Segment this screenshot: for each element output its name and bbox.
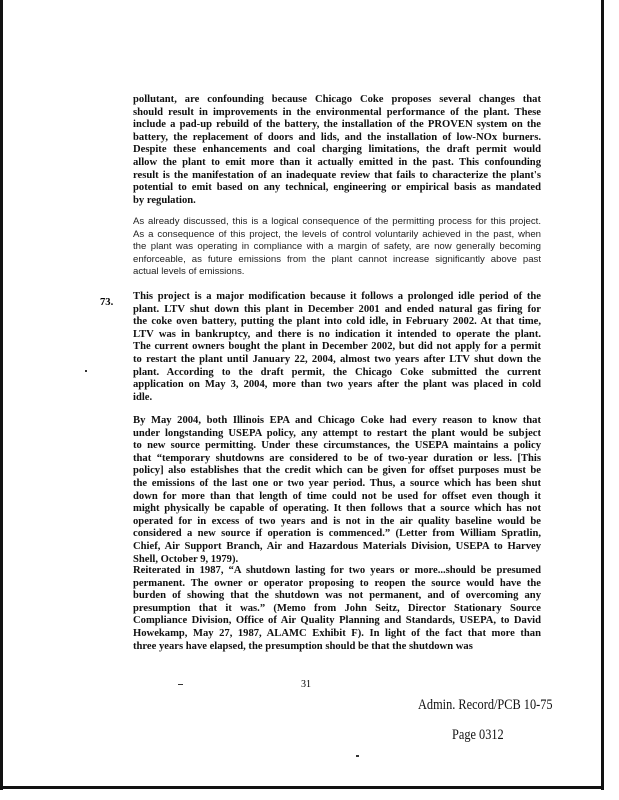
text-line: permanent. The owner or operator proposing to reopen the source would have the (133, 577, 541, 589)
text-line: policy] also establishes that the credit which can be given for offset purposes must be (133, 465, 541, 477)
paragraph (133, 291, 541, 404)
text-line: the plant was operating in compliance with a margin of safety, are now generally becoming (133, 241, 541, 253)
page-stamp: Page 0312 (452, 727, 504, 743)
text-line: the emissions of the last one or two year period. Thus, a source which has been shut (133, 477, 541, 489)
paragraph-number: 73. (100, 297, 114, 308)
text-line: include a pad-up rebuild of the battery, the installation of the PROVEN system on the (133, 119, 541, 131)
text-line: plant. According to the draft permit, the Chicago Coke submitted the current (133, 366, 541, 378)
text-line: Compliance Division, Office of Air Quality Planning and Standards, USEPA, to David (133, 615, 541, 627)
text-line: LTV was in bankruptcy, and there is no indication it intended to operate the plant. (133, 328, 541, 340)
text-line: should result in improvements in the environmental performance of the plant. These (133, 106, 541, 118)
text-line: to new source permitting. Under these circumstances, the USEPA maintains a policy (133, 440, 541, 452)
text-line: three years have elapsed, the presumption should be that the shutdown was (133, 640, 473, 652)
paragraph (133, 216, 541, 279)
text-line: enforceable, as future emissions from the plant cannot increase significantly above past (133, 253, 541, 265)
text-line: Reiterated in 1987, “A shutdown lasting for two years or more...should be presumed (133, 565, 541, 576)
page-number: 31 (301, 679, 311, 690)
scan-border-bottom (0, 786, 604, 789)
text-line: that “temporary shutdowns are considered to be of two-year duration or less. [This (133, 452, 541, 464)
text-line: under longstanding USEPA policy, any attempt to restart the plant would be subject (133, 427, 541, 439)
text-line: battery, the replacement of doors and lids, and the installation of low-NOx burners. (133, 131, 541, 143)
scan-speck (178, 684, 183, 685)
text-line: plant. LTV shut down this plant in December 2001 and ended natural gas firing for (133, 303, 541, 315)
text-line: The current owners bought the plant in December 2002, but did not apply for a permit (133, 341, 541, 353)
text-line: down for more than that length of time could not be used for offset even though it (133, 490, 541, 502)
text-line: by regulation. (133, 194, 196, 206)
text-line: As already discussed, this is a logical consequence of the permitting process for this project. (133, 216, 541, 227)
text-line: the coke oven battery, putting the plant into cold idle, in February 2002. At that time, (133, 316, 541, 328)
paragraph (133, 415, 541, 566)
text-line: operated for in excess of two years and is not in the air quality baseline would be (133, 515, 541, 527)
text-line: pollutant, are confounding because Chicago Coke proposes several changes that (133, 94, 541, 105)
text-line: As a consequence of this project, the levels of control voluntarily achieved in the past, when (133, 228, 541, 240)
scan-speck (85, 370, 87, 372)
paragraph (133, 565, 541, 653)
text-line: presumption that it was.” (Memo from John Seitz, Director Stationary Source (133, 602, 541, 614)
text-line: burden of showing that the shutdown was not permanent, and of overcoming any (133, 590, 541, 602)
text-line: Chief, Air Support Branch, Air and Hazardous Materials Division, USEPA to Harvey (133, 540, 541, 552)
text-line: This project is a major modification because it follows a prolonged idle period of the (133, 291, 541, 302)
text-line: Despite these enhancements and coal charging limitations, the draft permit would (133, 144, 541, 156)
text-line: By May 2004, both Illinois EPA and Chicago Coke had every reason to know that (133, 415, 541, 426)
text-line: idle. (133, 391, 153, 403)
text-line: might physically be capable of operating. It then follows that a source which has not (133, 503, 541, 515)
paragraph (133, 94, 541, 207)
text-line: actual levels of emissions. (133, 266, 245, 278)
text-line: potential to emit based on any technical, engineering or empirical basis as mandated (133, 182, 541, 194)
scan-border-left (0, 0, 3, 790)
text-line: Shell, October 9, 1979). (133, 553, 239, 565)
text-line: considered a new source if operation is commenced.” (Letter from William Spratlin, (133, 528, 541, 540)
text-line: to restart the plant until January 22, 2004, almost two years after LTV shut down the (133, 353, 541, 365)
text-line: Howekamp, May 27, 1987, ALAMC Exhibit F). In light of the fact that more than (133, 627, 541, 639)
text-line: application on May 3, 2004, more than two years after the plant was placed in cold (133, 379, 541, 391)
text-line: result is the manifestation of an inadequate review that fails to characterize the plant's (133, 169, 541, 181)
text-line: allow the plant to emit more than it actually emitted in the past. This confounding (133, 156, 541, 168)
admin-record-stamp: Admin. Record/PCB 10-75 (418, 697, 553, 713)
scan-speck (356, 755, 359, 757)
scan-border-right (601, 0, 604, 790)
